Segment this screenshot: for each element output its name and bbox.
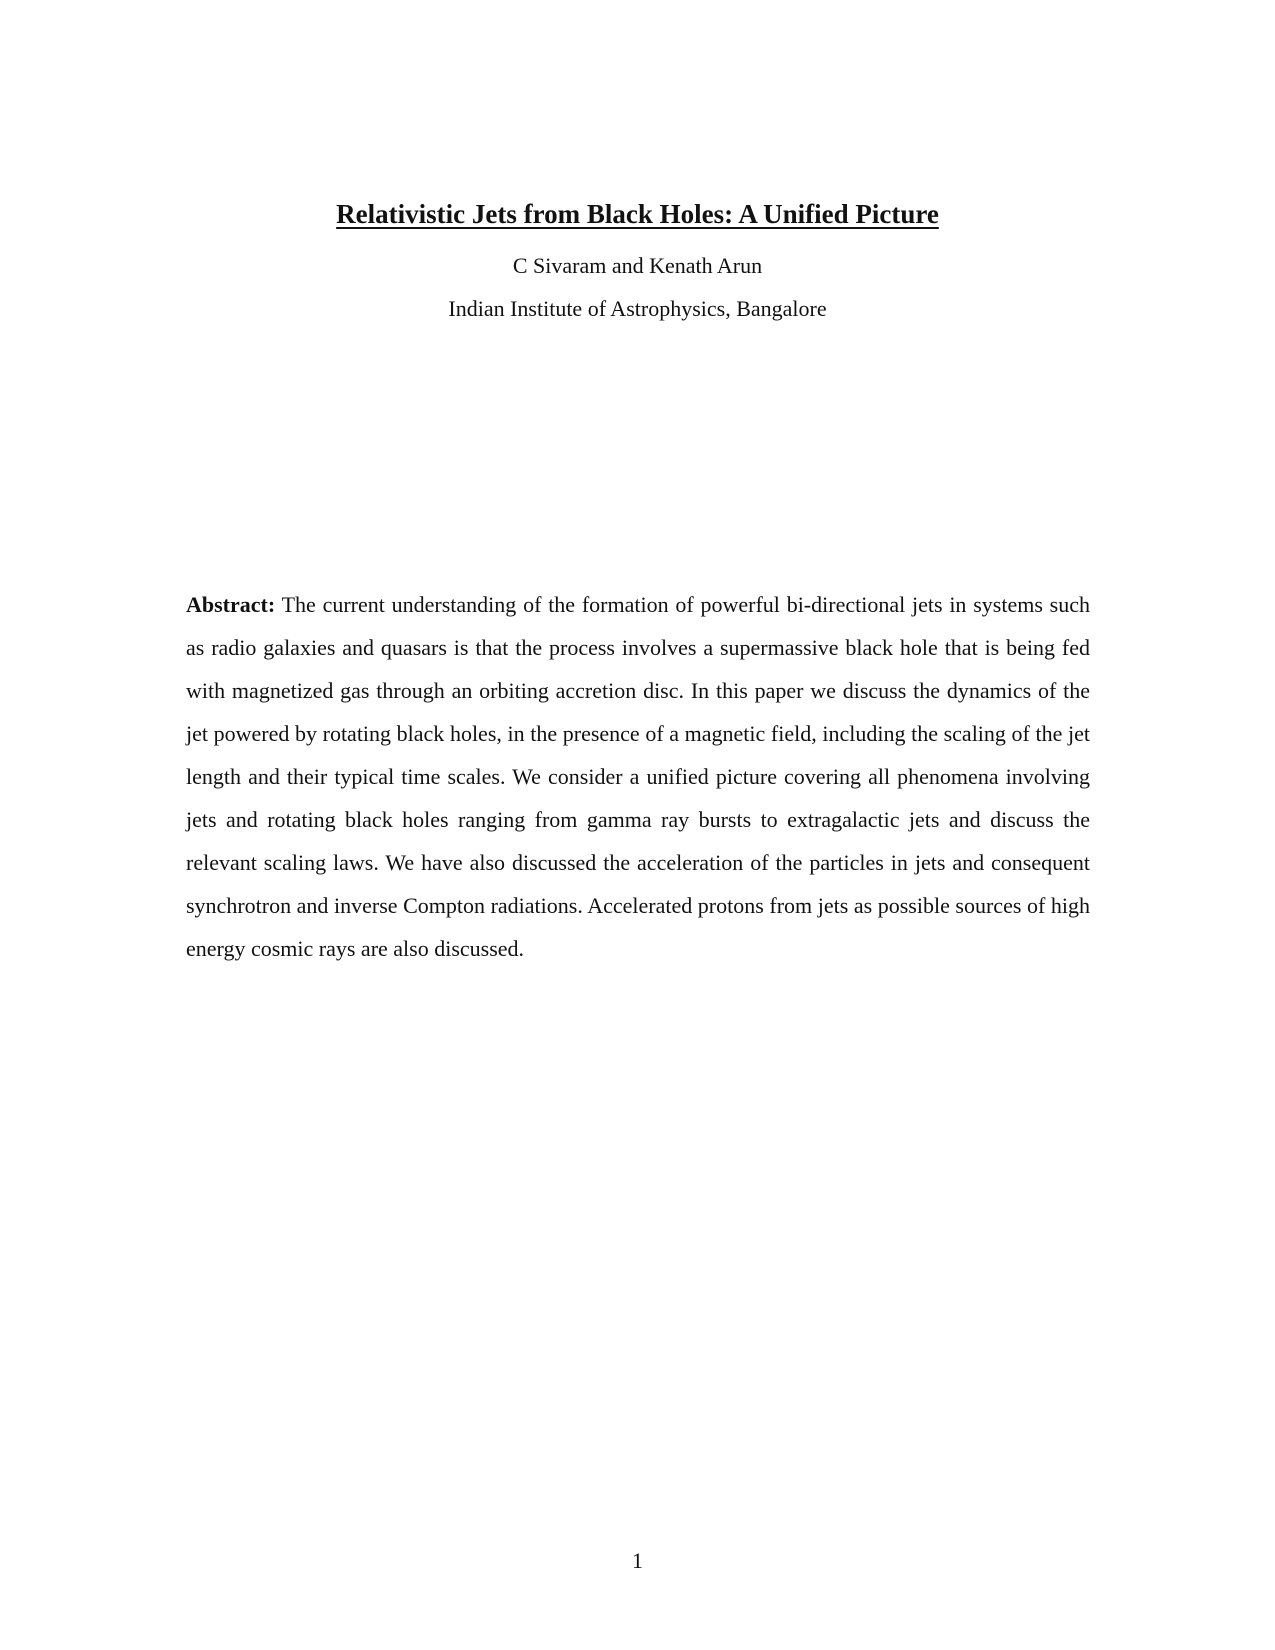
affiliation-line: Indian Institute of Astrophysics, Bangalore [448,296,827,321]
page-number: 1 [632,1548,643,1573]
paper-title [0,198,1275,230]
abstract-paragraph [186,583,1090,970]
author-line: C Sivaram and Kenath Arun [512,253,763,278]
abstract-label: Abstract: [186,592,276,617]
paper-title-text: Relativistic Jets from Black Holes: A Unified Picture [336,199,939,229]
abstract-text: The current understanding of the formation of powerful bi-directional jets in systems such as radio galaxies and quasars is that the process involves a supermassive black hole that is being fed with magnetized gas through an orbiting accretion disc. In this paper we discuss the dynamics of the jet powered by rotating black holes, in the presence of a magnetic field, including the scaling of the jet length and their typical time scales. We consider a unified picture covering all phenomena involving jets and rotating black holes ranging from gamma ray bursts to extragalactic jets and discuss the relevant scaling laws. We have also discussed the acceleration of the particles in jets and consequent synchrotron and inverse Compton radiations. Accelerated protons from jets as possible sources of high energy cosmic rays are also discussed. [186,592,1090,961]
